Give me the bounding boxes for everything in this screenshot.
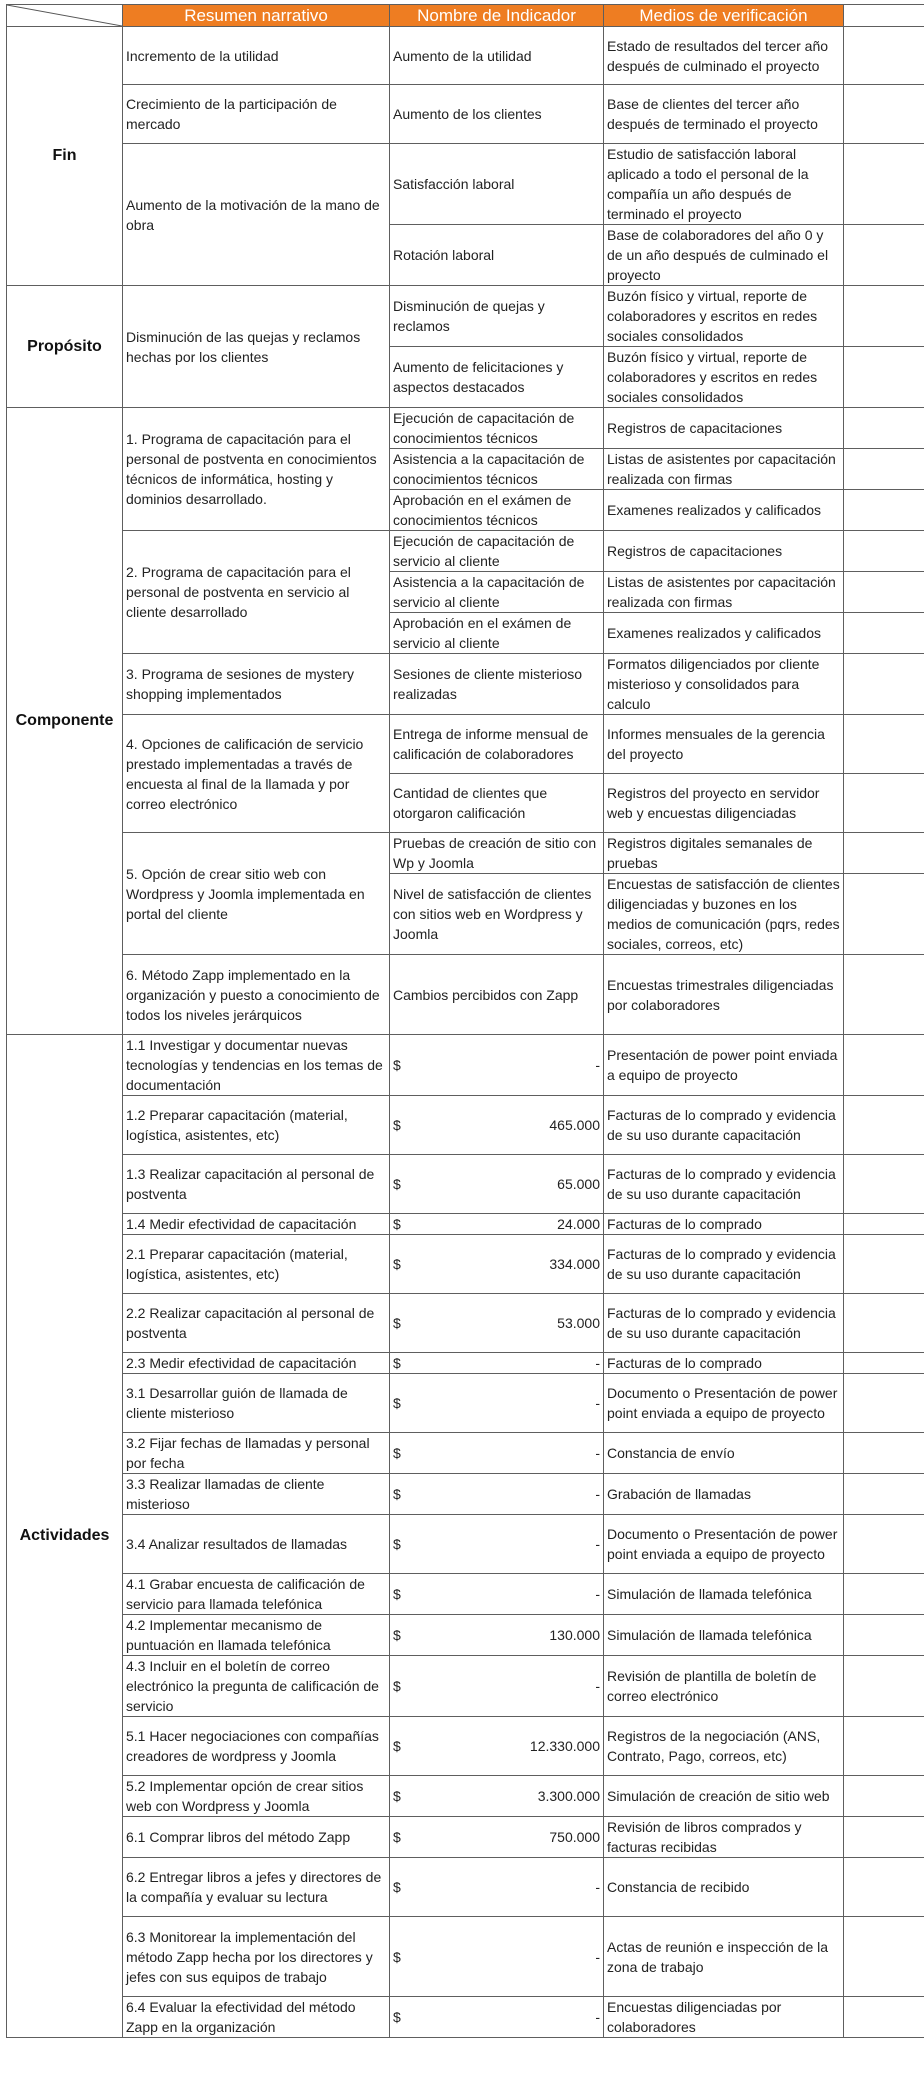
monto-value: 65.000: [557, 1176, 600, 1192]
comp5-medios-2: Encuestas de satisfacción de clientes diligenciadas y buzones en los medios de comunicación (pqrs, redes sociales, correos, etc): [604, 874, 844, 955]
currency-symbol: $: [393, 1117, 401, 1133]
currency-symbol: $: [393, 1738, 401, 1754]
blank-cell: [844, 1997, 924, 2038]
actividad-resumen: 3.2 Fijar fechas de llamadas y personal por fecha: [123, 1433, 390, 1474]
blank-cell: [844, 408, 924, 449]
monto-value: -: [595, 1948, 600, 1965]
category-proposito: Propósito: [7, 286, 123, 408]
actividad-medios: Facturas de lo comprado: [604, 1214, 844, 1235]
actividad-medios: Facturas de lo comprado y evidencia de su uso durante capacitación: [604, 1235, 844, 1294]
fin-medios-3b: Base de colaboradores del año 0 y de un año después de culminado el proyecto: [604, 225, 844, 286]
actividad-medios: Constancia de envío: [604, 1433, 844, 1474]
actividad-monto: [390, 1353, 604, 1374]
comp2-medios-3: Examenes realizados y calificados: [604, 613, 844, 654]
blank-cell: [844, 715, 924, 774]
actividad-resumen: 4.2 Implementar mecanismo de puntuación en llamada telefónica: [123, 1615, 390, 1656]
currency-symbol: $: [393, 1586, 401, 1602]
currency-symbol: $: [393, 1678, 401, 1694]
monto-value: 24.000: [557, 1216, 600, 1232]
monto-value: 130.000: [549, 1627, 600, 1643]
blank-cell: [844, 347, 924, 408]
fin-resumen-1: Incremento de la utilidad: [123, 27, 390, 85]
corner-cell: [7, 5, 123, 27]
comp1-medios-1: Registros de capacitaciones: [604, 408, 844, 449]
actividad-medios: Actas de reunión e inspección de la zona de trabajo: [604, 1917, 844, 1997]
category-actividades: Actividades: [7, 1035, 123, 2038]
monto-value: 334.000: [549, 1256, 600, 1272]
fin-indicador-3b: Rotación laboral: [390, 225, 604, 286]
actividad-resumen: 1.1 Investigar y documentar nuevas tecnologías y tendencias en los temas de documentación: [123, 1035, 390, 1096]
actividad-resumen: 3.1 Desarrollar guión de llamada de cliente misterioso: [123, 1374, 390, 1433]
fin-indicador-2: Aumento de los clientes: [390, 85, 604, 144]
actividad-medios: Grabación de llamadas: [604, 1474, 844, 1515]
comp1-resumen: 1. Programa de capacitación para el personal de postventa en conocimientos técnicos de informática, hosting y dominios desarrollado.: [123, 408, 390, 531]
fin-medios-1: Estado de resultados del tercer año después de culminado el proyecto: [604, 27, 844, 85]
fin-indicador-3a: Satisfacción laboral: [390, 144, 604, 225]
currency-symbol: $: [393, 1879, 401, 1895]
currency-symbol: $: [393, 1395, 401, 1411]
blank-cell: [844, 1155, 924, 1214]
blank-cell: [844, 1858, 924, 1917]
blank-cell: [844, 1235, 924, 1294]
proposito-medios-2: Buzón físico y virtual, reporte de colaboradores y escritos en redes sociales consolidados: [604, 347, 844, 408]
header-medios: Medios de verificación: [604, 5, 844, 27]
comp2-indicador-2: Asistencia a la capacitación de servicio al cliente: [390, 572, 604, 613]
actividad-resumen: 6.1 Comprar libros del método Zapp: [123, 1817, 390, 1858]
header-blank: [844, 5, 924, 27]
actividad-monto: [390, 1294, 604, 1353]
actividad-medios: Registros de la negociación (ANS, Contrato, Pago, correos, etc): [604, 1717, 844, 1776]
monto-value: -: [595, 1395, 600, 1411]
monto-value: -: [595, 1586, 600, 1602]
blank-cell: [844, 531, 924, 572]
comp4-indicador-1: Entrega de informe mensual de calificación de colaboradores: [390, 715, 604, 774]
blank-cell: [844, 1374, 924, 1433]
currency-symbol: $: [393, 1176, 401, 1192]
actividad-resumen: 6.3 Monitorear la implementación del método Zapp hecha por los directores y jefes con sus equipos de trabajo: [123, 1917, 390, 1997]
fin-resumen-2: Crecimiento de la participación de mercado: [123, 85, 390, 144]
proposito-indicador-1: Disminución de quejas y reclamos: [390, 286, 604, 347]
blank-cell: [844, 1717, 924, 1776]
actividad-medios: Revisión de plantilla de boletín de correo electrónico: [604, 1656, 844, 1717]
actividad-medios: Constancia de recibido: [604, 1858, 844, 1917]
actividad-monto: [390, 1214, 604, 1235]
blank-cell: [844, 572, 924, 613]
proposito-resumen: Disminución de las quejas y reclamos hechas por los clientes: [123, 286, 390, 408]
blank-cell: [844, 27, 924, 85]
currency-symbol: $: [393, 1627, 401, 1643]
blank-cell: [844, 1214, 924, 1235]
actividad-resumen: 1.3 Realizar capacitación al personal de postventa: [123, 1155, 390, 1214]
blank-cell: [844, 1035, 924, 1096]
blank-cell: [844, 490, 924, 531]
actividad-resumen: 2.2 Realizar capacitación al personal de postventa: [123, 1294, 390, 1353]
actividad-monto: [390, 1235, 604, 1294]
actividad-resumen: 1.2 Preparar capacitación (material, logística, asistentes, etc): [123, 1096, 390, 1155]
monto-value: -: [595, 2009, 600, 2025]
comp1-medios-2: Listas de asistentes por capacitación realizada con firmas: [604, 449, 844, 490]
comp1-indicador-1: Ejecución de capacitación de conocimientos técnicos: [390, 408, 604, 449]
comp5-indicador-1: Pruebas de creación de sitio con Wp y Joomla: [390, 833, 604, 874]
comp1-indicador-2: Asistencia a la capacitación de conocimientos técnicos: [390, 449, 604, 490]
currency-symbol: $: [393, 2009, 401, 2025]
actividad-monto: [390, 1917, 604, 1997]
actividad-monto: [390, 1817, 604, 1858]
actividad-monto: [390, 1615, 604, 1656]
actividad-monto: [390, 1374, 604, 1433]
blank-cell: [844, 1474, 924, 1515]
blank-cell: [844, 449, 924, 490]
currency-symbol: $: [393, 1315, 401, 1331]
blank-cell: [844, 1515, 924, 1574]
comp2-medios-2: Listas de asistentes por capacitación realizada con firmas: [604, 572, 844, 613]
actividad-monto: [390, 1776, 604, 1817]
actividad-medios: Presentación de power point enviada a equipo de proyecto: [604, 1035, 844, 1096]
comp4-medios-2: Registros del proyecto en servidor web y encuestas diligenciadas: [604, 774, 844, 833]
monto-value: -: [595, 1445, 600, 1461]
comp3-resumen: 3. Programa de sesiones de mystery shopping implementados: [123, 654, 390, 715]
actividad-medios: Facturas de lo comprado: [604, 1353, 844, 1374]
actividad-monto: [390, 1858, 604, 1917]
actividad-resumen: 5.1 Hacer negociaciones con compañías creadores de wordpress y Joomla: [123, 1717, 390, 1776]
proposito-medios-1: Buzón físico y virtual, reporte de colaboradores y escritos en redes sociales consolidados: [604, 286, 844, 347]
marco-logico-table: [6, 4, 924, 2038]
blank-cell: [844, 1615, 924, 1656]
actividad-resumen: 2.1 Preparar capacitación (material, logística, asistentes, etc): [123, 1235, 390, 1294]
actividad-medios: Documento o Presentación de power point enviada a equipo de proyecto: [604, 1515, 844, 1574]
blank-cell: [844, 286, 924, 347]
actividad-resumen: 6.2 Entregar libros a jefes y directores de la compañía y evaluar su lectura: [123, 1858, 390, 1917]
proposito-indicador-2: Aumento de felicitaciones y aspectos destacados: [390, 347, 604, 408]
actividad-medios: Facturas de lo comprado y evidencia de su uso durante capacitación: [604, 1294, 844, 1353]
monto-value: 53.000: [557, 1315, 600, 1331]
currency-symbol: $: [393, 1216, 401, 1232]
fin-medios-3a: Estudio de satisfacción laboral aplicado a todo el personal de la compañía un año después de terminado el proyecto: [604, 144, 844, 225]
actividad-monto: [390, 1096, 604, 1155]
actividad-resumen: 3.4 Analizar resultados de llamadas: [123, 1515, 390, 1574]
actividad-resumen: 4.3 Incluir en el boletín de correo electrónico la pregunta de calificación de servicio: [123, 1656, 390, 1717]
actividad-resumen: 4.1 Grabar encuesta de calificación de servicio para llamada telefónica: [123, 1574, 390, 1615]
monto-value: 12.330.000: [529, 1738, 600, 1754]
actividad-medios: Facturas de lo comprado y evidencia de su uso durante capacitación: [604, 1096, 844, 1155]
monto-value: 465.000: [549, 1117, 600, 1133]
comp2-medios-1: Registros de capacitaciones: [604, 531, 844, 572]
blank-cell: [844, 833, 924, 874]
blank-cell: [844, 1817, 924, 1858]
actividad-monto: [390, 1717, 604, 1776]
actividad-medios: Simulación de llamada telefónica: [604, 1615, 844, 1656]
monto-value: -: [595, 1486, 600, 1502]
category-componente: Componente: [7, 408, 123, 1035]
currency-symbol: $: [393, 1355, 401, 1371]
monto-value: 750.000: [549, 1829, 600, 1845]
currency-symbol: $: [393, 1829, 401, 1845]
actividad-resumen: 5.2 Implementar opción de crear sitios web con Wordpress y Joomla: [123, 1776, 390, 1817]
fin-medios-2: Base de clientes del tercer año después de terminado el proyecto: [604, 85, 844, 144]
currency-symbol: $: [393, 1948, 401, 1965]
comp1-medios-3: Examenes realizados y calificados: [604, 490, 844, 531]
monto-value: 3.300.000: [537, 1788, 600, 1804]
actividad-medios: Revisión de libros comprados y facturas recibidas: [604, 1817, 844, 1858]
monto-value: -: [595, 1536, 600, 1552]
currency-symbol: $: [393, 1486, 401, 1502]
actividad-medios: Documento o Presentación de power point enviada a equipo de proyecto: [604, 1374, 844, 1433]
blank-cell: [844, 144, 924, 225]
comp4-resumen: 4. Opciones de calificación de servicio prestado implementadas a través de encuesta al final de la llamada y por correo electrónico: [123, 715, 390, 833]
actividad-monto: [390, 1433, 604, 1474]
blank-cell: [844, 1574, 924, 1615]
comp5-resumen: 5. Opción de crear sitio web con Wordpress y Joomla implementada en portal del cliente: [123, 833, 390, 955]
comp3-indicador-1: Sesiones de cliente misterioso realizadas: [390, 654, 604, 715]
currency-symbol: $: [393, 1256, 401, 1272]
comp6-resumen: 6. Método Zapp implementado en la organización y puesto a conocimiento de todos los niveles jerárquicos: [123, 955, 390, 1035]
fin-indicador-1: Aumento de la utilidad: [390, 27, 604, 85]
currency-symbol: $: [393, 1445, 401, 1461]
comp1-indicador-3: Aprobación en el exámen de conocimientos técnicos: [390, 490, 604, 531]
actividad-monto: [390, 1997, 604, 2038]
blank-cell: [844, 774, 924, 833]
blank-cell: [844, 1917, 924, 1997]
blank-cell: [844, 1096, 924, 1155]
comp4-medios-1: Informes mensuales de la gerencia del proyecto: [604, 715, 844, 774]
blank-cell: [844, 1776, 924, 1817]
monto-value: -: [595, 1879, 600, 1895]
actividad-monto: [390, 1515, 604, 1574]
comp5-indicador-2: Nivel de satisfacción de clientes con sitios web en Wordpress y Joomla: [390, 874, 604, 955]
actividad-monto: [390, 1155, 604, 1214]
actividad-medios: Facturas de lo comprado y evidencia de su uso durante capacitación: [604, 1155, 844, 1214]
monto-value: -: [595, 1678, 600, 1694]
fin-resumen-3: Aumento de la motivación de la mano de obra: [123, 144, 390, 286]
comp2-indicador-3: Aprobación en el exámen de servicio al cliente: [390, 613, 604, 654]
blank-cell: [844, 1294, 924, 1353]
blank-cell: [844, 955, 924, 1035]
blank-cell: [844, 1433, 924, 1474]
blank-cell: [844, 1656, 924, 1717]
actividad-monto: [390, 1656, 604, 1717]
actividad-medios: Simulación de llamada telefónica: [604, 1574, 844, 1615]
actividad-resumen: 2.3 Medir efectividad de capacitación: [123, 1353, 390, 1374]
blank-cell: [844, 613, 924, 654]
comp3-medios-1: Formatos diligenciados por cliente misterioso y consolidados para calculo: [604, 654, 844, 715]
comp6-medios-1: Encuestas trimestrales diligenciadas por colaboradores: [604, 955, 844, 1035]
actividad-resumen: 3.3 Realizar llamadas de cliente misterioso: [123, 1474, 390, 1515]
blank-cell: [844, 874, 924, 955]
comp6-indicador-1: Cambios percibidos con Zapp: [390, 955, 604, 1035]
blank-cell: [844, 1353, 924, 1374]
currency-symbol: $: [393, 1788, 401, 1804]
blank-cell: [844, 225, 924, 286]
category-fin: Fin: [7, 27, 123, 286]
actividad-medios: Encuestas diligenciadas por colaboradores: [604, 1997, 844, 2038]
monto-value: -: [595, 1355, 600, 1371]
header-indicador: Nombre de Indicador: [390, 5, 604, 27]
currency-symbol: $: [393, 1536, 401, 1552]
actividad-monto: [390, 1474, 604, 1515]
actividad-monto: [390, 1035, 604, 1096]
comp4-indicador-2: Cantidad de clientes que otorgaron calificación: [390, 774, 604, 833]
comp5-medios-1: Registros digitales semanales de pruebas: [604, 833, 844, 874]
currency-symbol: $: [393, 1057, 401, 1073]
actividad-medios: Simulación de creación de sitio web: [604, 1776, 844, 1817]
comp2-resumen: 2. Programa de capacitación para el personal de postventa en servicio al cliente desarrollado: [123, 531, 390, 654]
actividad-resumen: 1.4 Medir efectividad de capacitación: [123, 1214, 390, 1235]
actividad-resumen: 6.4 Evaluar la efectividad del método Zapp en la organización: [123, 1997, 390, 2038]
actividad-monto: [390, 1574, 604, 1615]
blank-cell: [844, 654, 924, 715]
blank-cell: [844, 85, 924, 144]
header-resumen: Resumen narrativo: [123, 5, 390, 27]
monto-value: -: [595, 1057, 600, 1073]
comp2-indicador-1: Ejecución de capacitación de servicio al cliente: [390, 531, 604, 572]
